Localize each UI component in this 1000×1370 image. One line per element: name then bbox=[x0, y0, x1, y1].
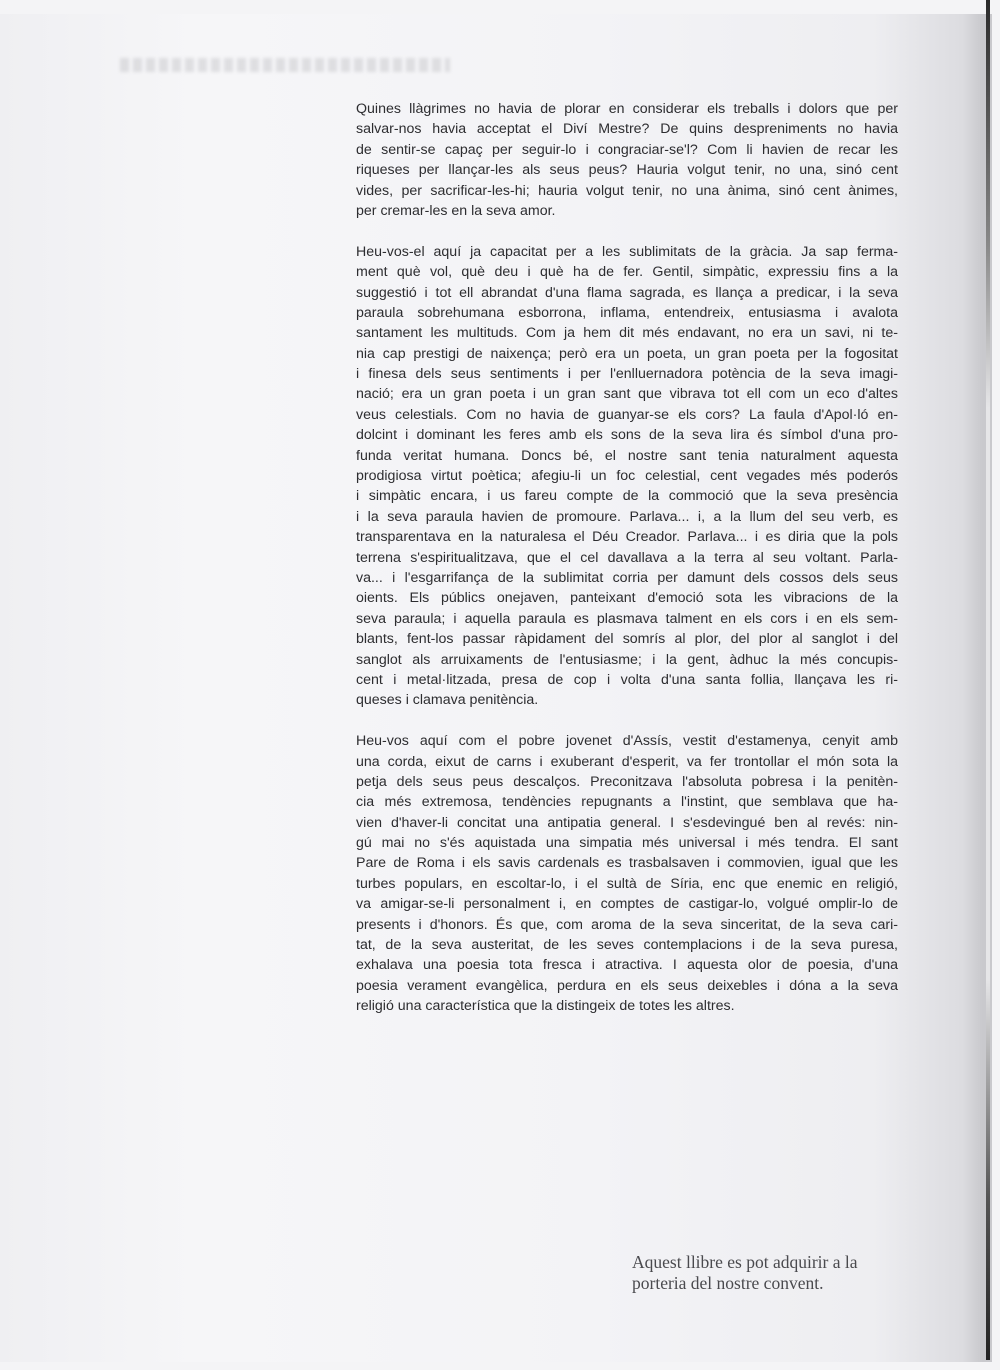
text-line: petja dels seus peus descalços. Preconitzava l'absoluta pobresa i la penitèn- bbox=[356, 773, 898, 790]
text-line: i simpàtic encara, i us fareu compte de la commoció que la seva presència bbox=[356, 488, 898, 505]
text-line: de sentir-se capaç per seguir-lo i congraciar-se'l? Com li havien de recar les bbox=[356, 141, 898, 158]
footer-note-line-2: porteria del nostre convent. bbox=[632, 1273, 824, 1293]
text-line: sanglot als arruixaments de l'entusiasme; i la gent, àdhuc la més concupis- bbox=[356, 651, 898, 668]
text-line: riqueses per llançar-les als seus peus? Hauria volgut tenir, no una, sinó cent bbox=[356, 162, 898, 179]
book-spine-edge bbox=[986, 0, 990, 1360]
text-line: terrena s'espiritualitzava, que el cel davallava a la terra al seu voltant. Parla- bbox=[356, 549, 898, 566]
text-line: religió una característica que la distingeix de totes les altres. bbox=[356, 998, 735, 1015]
paragraph-3 bbox=[356, 731, 898, 1016]
text-line: per cremar-les en la seva amor. bbox=[356, 202, 556, 219]
text-line: va amigar-se-li personalment i, en comptes de castigar-lo, volgué omplir-lo de bbox=[356, 896, 898, 913]
text-line: nia cap prestigi de naixença; però era un poeta, un gran poeta per la fogositat bbox=[356, 345, 898, 362]
text-line: santament les multituds. Com ja hem dit més endavant, no era un savi, ni te- bbox=[356, 325, 898, 342]
paragraph-2 bbox=[356, 242, 898, 711]
footer-note-line-1: Aquest llibre es pot adquirir a la bbox=[632, 1252, 858, 1272]
body-text bbox=[356, 99, 898, 1037]
bleed-through-heading bbox=[120, 58, 450, 72]
text-line: una corda, eixut de carns i exuberant d'esperit, va fer trontollar el món sota la bbox=[356, 753, 898, 770]
text-line: presents i d'honors. És que, com aroma de la seva sinceritat, de la seva cari- bbox=[356, 916, 898, 933]
text-line: Heu-vos aquí com el pobre jovenet d'Assís, vestit d'estamenya, cenyit amb bbox=[356, 733, 898, 750]
text-line: prodigiosa virtut poètica; afegiu-li un foc celestial, cent vegades més poderós bbox=[356, 468, 898, 485]
text-line: veus celestials. Com no havia de guanyar-se els cors? La faula d'Apol·ló en- bbox=[356, 406, 898, 423]
text-line: funda veritat humana. Doncs bé, el nostre sant tenia naturalment aquesta bbox=[356, 447, 898, 464]
text-line: paraula sobrehumana esborrona, inflama, entendreix, entusiasma i avalota bbox=[356, 304, 898, 321]
text-line: vien d'haver-li concitat una antipatia general. I s'esdevingué ben al revés: nin- bbox=[356, 814, 898, 831]
text-line: queses i clamava penitència. bbox=[356, 692, 539, 709]
text-line: vides, per sacrificar-les-hi; hauria volgut tenir, no una ànima, sinó cent ànimes, bbox=[356, 182, 898, 199]
text-line: transparentava en la naturalesa el Déu Creador. Parlava... i es diria que la pols bbox=[356, 529, 898, 546]
text-line: exhalava una poesia tota fresca i atractiva. I aquesta olor de poesia, d'una bbox=[356, 957, 898, 974]
text-line: i finesa dels seus sentiments i per l'enlluernadora potència de la seva imagi- bbox=[356, 366, 898, 383]
text-line: cent i metal·litzada, presa de cop i volta d'una santa follia, llançava les ri- bbox=[356, 671, 898, 688]
text-line: gú mai no s'és aquistada una simpatia més universal i més tendra. El sant bbox=[356, 835, 898, 852]
text-line: Heu-vos-el aquí ja capacitat per a les sublimitats de la gràcia. Ja sap ferma- bbox=[356, 243, 898, 260]
text-line: va... i l'esgarrifança de la sublimitat corria per damunt dels cossos dels seus bbox=[356, 569, 898, 586]
paragraph-1 bbox=[356, 99, 898, 221]
text-line: i la seva paraula havien de promoure. Parlava... i, a la llum del seu verb, es bbox=[356, 508, 898, 525]
text-line: tat, de la seva austeritat, de les seves contemplacions i de la seva puresa, bbox=[356, 937, 898, 954]
text-line: seva paraula; i aquella paraula es plasmava talment en els cors i en els sem- bbox=[356, 610, 898, 627]
text-line: oients. Els públics onejaven, panteixant d'emoció sota les vibracions de la bbox=[356, 590, 898, 607]
text-line: blants, fent-los passar ràpidament del somrís al plor, del plor al sanglot i del bbox=[356, 631, 898, 648]
text-line: dolcint i dominant les feres amb els sons de la seva lira és símbol d'una pro- bbox=[356, 427, 898, 444]
text-line: Pare de Roma i els savis cardenals es trasbalsaven i commovien, igual que les bbox=[356, 855, 898, 872]
text-line: Quines llàgrimes no havia de plorar en considerar els treballs i dolors que per bbox=[356, 101, 898, 117]
text-line: ment què vol, què deu i què ha de fer. Gentil, simpàtic, expressiu fins a la bbox=[356, 264, 898, 281]
text-line: turbes populars, en escoltar-lo, i el sultà de Síria, enc que enemic en religió, bbox=[356, 875, 898, 892]
text-line: cia més extremosa, tendències repugnants a l'instint, que semblava que ha- bbox=[356, 794, 898, 811]
text-line: nació; era un gran poeta i un gran sant que vibrava tot ell com un eco d'altes bbox=[356, 386, 898, 403]
text-line: salvar-nos havia acceptat el Diví Mestre? De quins despreniments no havia bbox=[356, 121, 898, 138]
footer-note bbox=[632, 1252, 858, 1294]
text-line: poesia verament evangèlica, perdura en els seus deixebles i dóna a la seva bbox=[356, 977, 898, 994]
text-line: suggestió i tot ell abrandat d'una flama sagrada, es llança a predicar, i la seva bbox=[356, 284, 898, 301]
